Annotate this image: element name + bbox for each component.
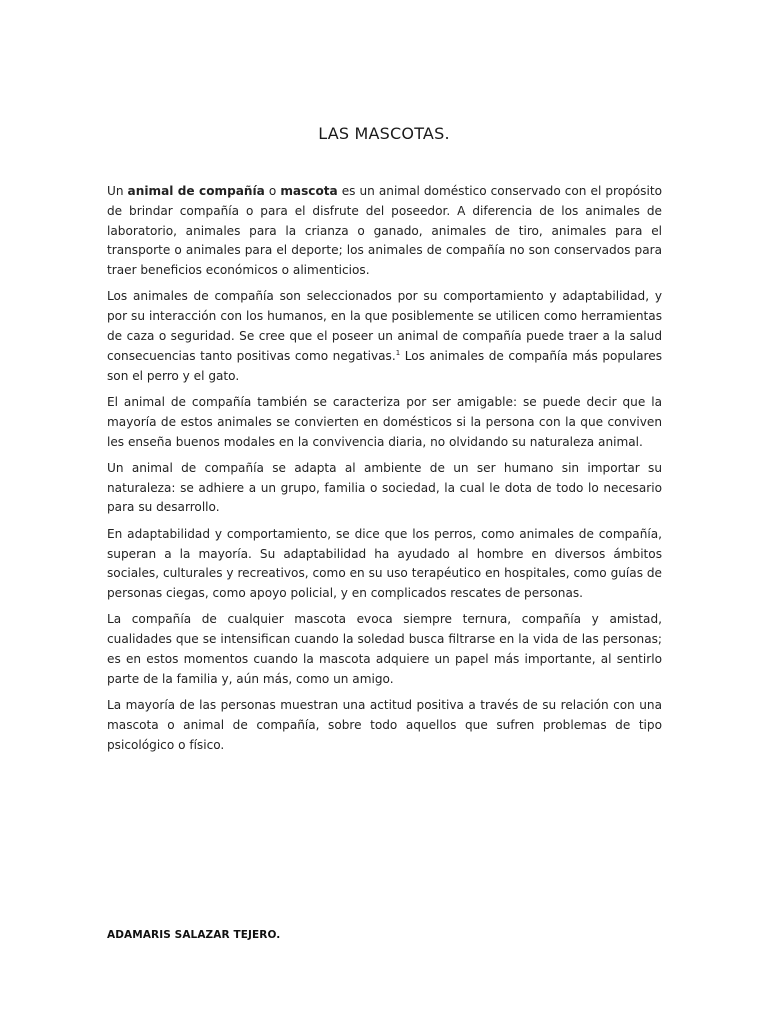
- paragraph-1-pre: Un: [107, 184, 128, 198]
- paragraph-3: El animal de compañía también se caracteriza por ser amigable: se puede decir que la mayoría de estos animales se convierten en domésticos si la persona con la que conviven les enseña buenos modales en la convivencia diaria, no olvidando su naturaleza animal.: [107, 394, 662, 449]
- paragraph-2: [107, 287, 662, 386]
- paragraph-1-post: es un animal doméstico conservado con el propósito de brindar compañía o para el disfrute del poseedor. A diferencia de los animales de laboratorio, animales para la crianza o ganado, animales de tiro, animales para el transporte o animales para el deporte; los animales de compañía no son conservados para traer beneficios económicos o alimenticios.: [107, 184, 662, 278]
- paragraph-2-pre: Los animales de compañía son seleccionados por su comportamiento y adaptabilidad, y por su interacción con los humanos, en la que posiblemente se utilicen como herramientas de caza o seguridad. Se cree que el poseer un animal de compañía puede traer a la salud consecuencias tanto positivas como negativas.: [107, 289, 662, 363]
- document-body: [107, 182, 662, 762]
- paragraph-7: La mayoría de las personas muestran una actitud positiva a través de su relación con una mascota o animal de compañía, sobre todo aquellos que sufren problemas de tipo psicológico o físico.: [107, 698, 662, 752]
- paragraph-6: La compañía de cualquier mascota evoca siempre ternura, compañía y amistad, cualidades que se intensifican cuando la soledad busca filtrarse en la vida de las personas; es en estos momentos cuando la mascota adquiere un papel más importante, al sentirlo parte de la familia y, aún más, como un amigo.: [107, 612, 662, 686]
- paragraph-1: [107, 182, 662, 281]
- paragraph-2-post: Los animales de compañía más populares son el perro y el gato.: [107, 348, 662, 383]
- term-mascota: mascota: [280, 184, 338, 198]
- paragraph-5: En adaptabilidad y comportamiento, se dice que los perros, como animales de compañía, superan a la mayoría. Su adaptabilidad ha ayudado al hombre en diversos ámbitos sociales, culturales y recreativos, como en su uso terapéutico en hospitales, como guías de personas ciegas, como apoyo policial, y en complicados rescates de personas.: [107, 526, 662, 601]
- paragraph-4: Un animal de compañía se adapta al ambiente de un ser humano sin importar su naturaleza: se adhiere a un grupo, familia o sociedad, la cual le dota de todo lo necesario para su desarrollo.: [107, 460, 662, 515]
- footnote-marker: 1: [395, 348, 401, 357]
- document-title: LAS MASCOTAS.: [318, 124, 450, 143]
- term-animal-de-compania: animal de compañía: [127, 184, 265, 198]
- author-name: ADAMARIS SALAZAR TEJERO.: [107, 929, 281, 941]
- paragraph-1-mid: o: [264, 184, 281, 198]
